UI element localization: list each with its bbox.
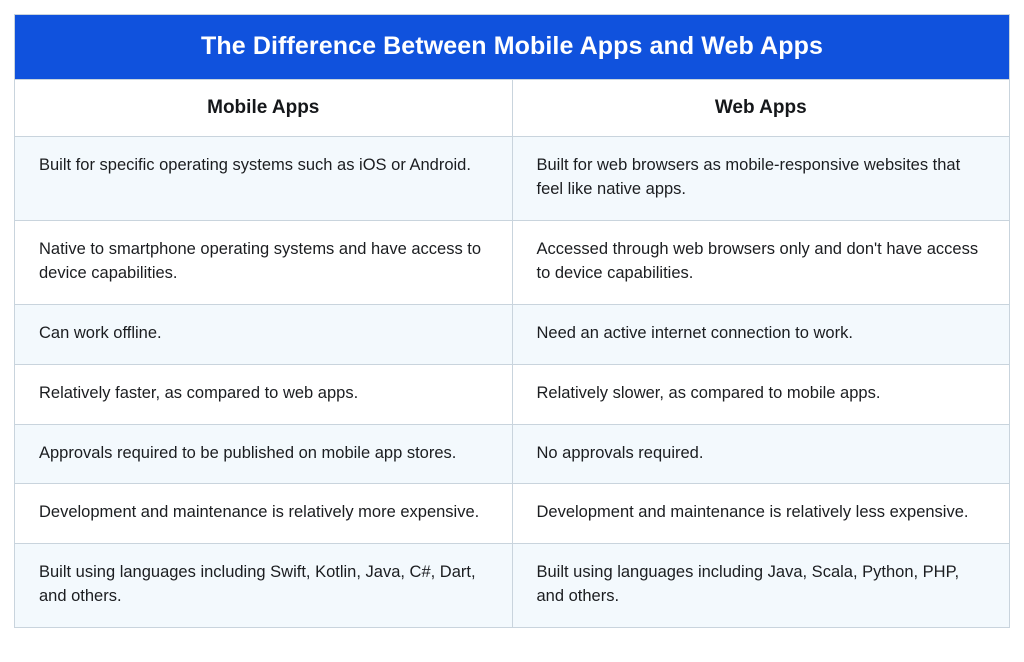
cell-web-apps: Relatively slower, as compared to mobile apps.	[512, 364, 1010, 424]
cell-mobile-apps: Built using languages including Swift, Kotlin, Java, C#, Dart, and others.	[15, 544, 513, 628]
table-row	[15, 220, 1010, 304]
cell-mobile-apps: Native to smartphone operating systems and have access to device capabilities.	[15, 220, 513, 304]
table-row	[15, 137, 1010, 221]
table-title: The Difference Between Mobile Apps and Web Apps	[15, 15, 1009, 79]
column-header-mobile-apps: Mobile Apps	[15, 80, 513, 137]
cell-mobile-apps: Built for specific operating systems such as iOS or Android.	[15, 137, 513, 221]
cell-web-apps: Built using languages including Java, Scala, Python, PHP, and others.	[512, 544, 1010, 628]
table-header-row	[15, 80, 1010, 137]
table-row	[15, 364, 1010, 424]
table-title-row	[15, 15, 1010, 80]
table-title-cell	[15, 15, 1010, 80]
table-row	[15, 484, 1010, 544]
cell-web-apps: Need an active internet connection to work.	[512, 304, 1010, 364]
table-row	[15, 304, 1010, 364]
column-header-web-apps: Web Apps	[512, 80, 1010, 137]
cell-mobile-apps: Approvals required to be published on mobile app stores.	[15, 424, 513, 484]
table-row	[15, 544, 1010, 628]
cell-mobile-apps: Development and maintenance is relatively more expensive.	[15, 484, 513, 544]
cell-web-apps: Accessed through web browsers only and don't have access to device capabilities.	[512, 220, 1010, 304]
cell-web-apps: Development and maintenance is relatively less expensive.	[512, 484, 1010, 544]
cell-mobile-apps: Relatively faster, as compared to web apps.	[15, 364, 513, 424]
cell-web-apps: No approvals required.	[512, 424, 1010, 484]
cell-mobile-apps: Can work offline.	[15, 304, 513, 364]
table-row	[15, 424, 1010, 484]
cell-web-apps: Built for web browsers as mobile-responsive websites that feel like native apps.	[512, 137, 1010, 221]
comparison-table	[14, 14, 1010, 628]
